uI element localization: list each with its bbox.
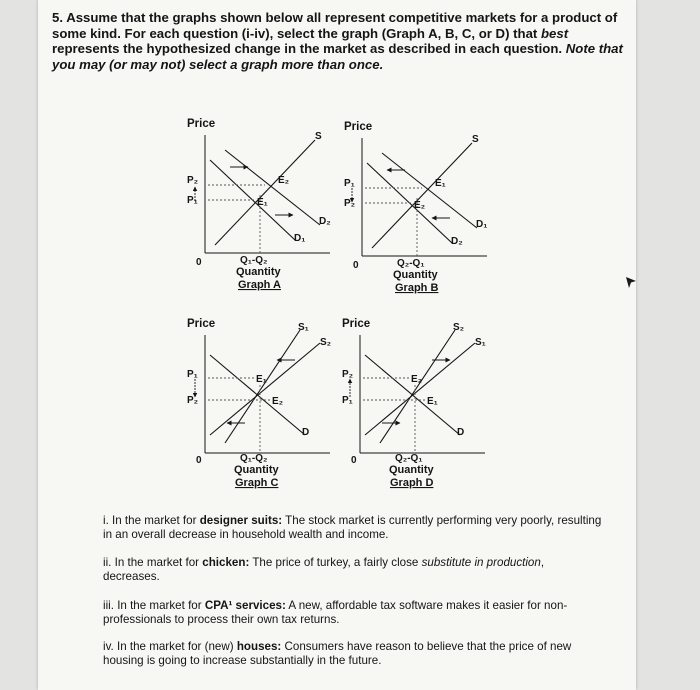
quantity-axis-label: Quantity xyxy=(236,266,281,278)
quantity-tick-label: Q₂-Q₁ xyxy=(395,453,423,464)
equilibrium-label-bottom: E₂ xyxy=(414,200,426,211)
equilibrium-label-top: E₁ xyxy=(435,178,446,189)
graph-b xyxy=(337,118,537,308)
quantity-tick-label: Q₁-Q₂ xyxy=(240,255,268,266)
graph-title: Graph D xyxy=(390,477,434,489)
supply-outer-label: S₂ xyxy=(453,322,465,333)
origin-label: 0 xyxy=(196,455,202,466)
mouse-cursor-icon xyxy=(625,276,637,295)
equilibrium-label-bottom: E₁ xyxy=(427,396,438,407)
question-text: 5. Assume that the graphs shown below all represent competitive markets for a product of some kind. For each question (i-iv), select the graph (Graph A, B, C, or D) that best represents the hypothesized change in the market as described in each question. Note that you may (or may not) select a graph more than once. xyxy=(52,10,623,72)
equilibrium-label-top: E₂ xyxy=(411,374,423,385)
supply-curve-inner xyxy=(210,343,320,435)
price-label-top: P₁ xyxy=(344,178,355,189)
price-axis-label: Price xyxy=(187,318,216,330)
price-axis-label: Price xyxy=(342,318,371,330)
quantity-axis-label: Quantity xyxy=(234,464,279,476)
supply-label: S xyxy=(472,134,479,145)
demand-inner-label: D₁ xyxy=(294,233,306,244)
quantity-axis-label: Quantity xyxy=(389,464,434,476)
origin-label: 0 xyxy=(351,455,357,466)
price-label-top: P₂ xyxy=(342,369,354,380)
question-item-i: i. In the market for designer suits: The stock market is currently performing very poorly, resulting in an overall decrease in household wealth and income. xyxy=(103,514,602,541)
supply-curve xyxy=(372,143,472,248)
demand-label: D xyxy=(457,427,465,438)
origin-label: 0 xyxy=(196,257,202,268)
supply-inner-label: S₁ xyxy=(475,337,486,348)
price-label-bottom: P₁ xyxy=(342,395,353,406)
question-item-iii: iii. In the market for CPA¹ services: A new, affordable tax software makes it easier for non-professionals to process their own tax returns. xyxy=(103,599,568,626)
quantity-tick-label: Q₂-Q₁ xyxy=(397,258,425,269)
demand-outer-label: D₁ xyxy=(476,219,488,230)
equilibrium-label-top: E₁ xyxy=(256,374,267,385)
price-label-bottom: P₂ xyxy=(187,395,199,406)
supply-label: S xyxy=(315,131,322,142)
graph-title: Graph A xyxy=(238,279,281,291)
demand-inner-label: D₂ xyxy=(451,236,463,247)
supply-curve-outer xyxy=(380,330,455,443)
supply-curve xyxy=(215,140,315,245)
price-axis-label: Price xyxy=(187,118,216,130)
price-label-top: P₁ xyxy=(187,369,198,380)
quantity-tick-label: Q₁-Q₂ xyxy=(240,453,268,464)
origin-label: 0 xyxy=(353,260,359,271)
equilibrium-label-top: E₂ xyxy=(278,175,290,186)
question-item-iv: iv. In the market for (new) houses: Consumers have reason to believe that the price of new housing is going to increase substantially in the future. xyxy=(103,640,572,667)
graph-title: Graph B xyxy=(395,282,439,294)
demand-outer-label: D₂ xyxy=(319,216,331,227)
demand-label: D xyxy=(302,427,310,438)
graph-title: Graph C xyxy=(235,477,279,489)
question-item-ii: ii. In the market for chicken: The price of turkey, a fairly close substitute in production, decreases. xyxy=(103,556,545,583)
supply-curve-inner xyxy=(365,343,475,435)
price-label-top: P₂ xyxy=(187,175,199,186)
quantity-axis-label: Quantity xyxy=(393,269,438,281)
supply-curve-outer xyxy=(225,330,300,443)
equilibrium-label-bottom: E₂ xyxy=(272,396,284,407)
price-label-bottom: P₁ xyxy=(187,195,198,206)
supply-inner-label: S₂ xyxy=(320,337,332,348)
price-label-bottom: P₂ xyxy=(344,198,356,209)
supply-outer-label: S₁ xyxy=(298,322,309,333)
equilibrium-label-bottom: E₁ xyxy=(257,197,268,208)
graph-d xyxy=(335,315,535,505)
price-axis-label: Price xyxy=(344,121,373,133)
